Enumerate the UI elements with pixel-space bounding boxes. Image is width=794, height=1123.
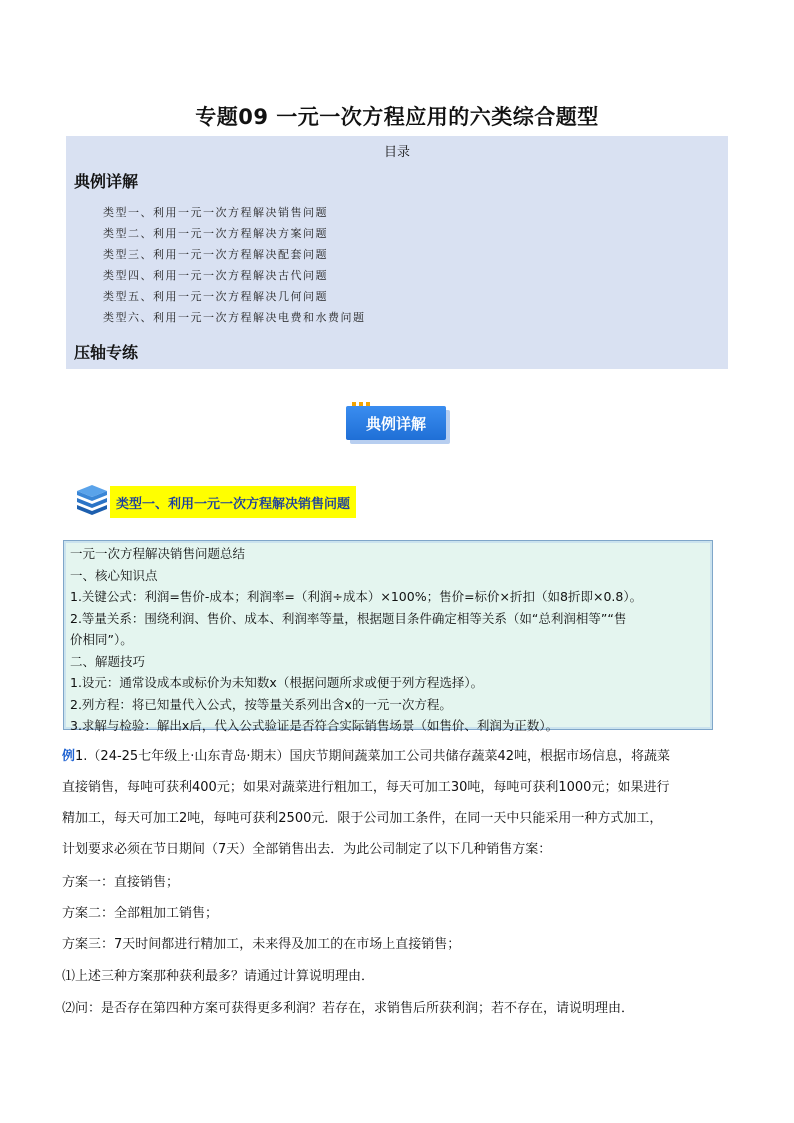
example-line: 方案三：7天时间都进行精加工，未来得及加工的在市场上直接销售； xyxy=(62,937,461,952)
books-icon xyxy=(74,483,110,515)
example-line xyxy=(62,745,742,764)
toc-section-examples[interactable]: 典例详解 xyxy=(74,172,139,191)
summary-line: 一元一次方程解决销售问题总结 xyxy=(70,546,246,561)
section-banner: 典例详解 xyxy=(346,406,446,440)
toc-item[interactable]: 类型二、利用一元一次方程解决方案问题 xyxy=(103,227,328,240)
question-1: ⑴上述三种方案那种获利最多？请通过计算说明理由． xyxy=(62,969,375,984)
toc-item[interactable]: 类型一、利用一元一次方程解决销售问题 xyxy=(103,206,328,219)
toc-item[interactable]: 类型五、利用一元一次方程解决几何问题 xyxy=(103,290,328,303)
example-text: 1.（24-25七年级上·山东青岛·期末）国庆节期间蔬菜加工公司共储存蔬菜42吨，根据市场信息，将蔬菜 xyxy=(75,749,671,764)
type-heading: 类型一、利用一元一次方程解决销售问题 xyxy=(110,486,356,518)
toc-heading: 目录 xyxy=(383,145,410,160)
summary-box xyxy=(63,540,713,733)
summary-line: 3.求解与检验：解出x后，代入公式验证是否符合实际销售场景（如售价、利润为正数）。 xyxy=(70,718,559,733)
summary-line: 2.列方程：将已知量代入公式，按等量关系列出含x的一元一次方程。 xyxy=(70,696,452,712)
summary-line: 2.等量关系：围绕利润、售价、成本、利润率等量，根据题目条件确定相等关系（如“总利润相等”“售 xyxy=(70,610,627,626)
table-of-contents xyxy=(66,136,728,369)
summary-line: 二、解题技巧 xyxy=(70,653,146,669)
example-line: 方案一：直接销售； xyxy=(62,875,180,890)
summary-line: 一、核心知识点 xyxy=(70,567,158,583)
summary-line: 1.关键公式：利润=售价-成本；利润率=（利润÷成本）×100%；售价=标价×折扣（如8折即×0.8）。 xyxy=(70,589,643,604)
question-2: ⑵问：是否存在第四种方案可获得更多利润？若存在，求销售后所获利润；若不存在，请说明理由． xyxy=(62,1001,635,1016)
example-line: 方案二：全部粗加工销售； xyxy=(62,906,219,921)
toc-section-challenge[interactable]: 压轴专练 xyxy=(74,343,139,362)
toc-item[interactable]: 类型四、利用一元一次方程解决古代问题 xyxy=(103,269,328,282)
example-line: 精加工，每天可加工2吨，每吨可获利2500元．限于公司加工条件，在同一天中只能采用一种方式加工， xyxy=(62,811,663,826)
example-line: 计划要求必须在节日期间（7天）全部销售出去．为此公司制定了以下几种销售方案： xyxy=(62,842,552,857)
toc-item[interactable]: 类型三、利用一元一次方程解决配套问题 xyxy=(103,248,328,261)
example-line: 直接销售，每吨可获利400元；如果对蔬菜进行粗加工，每天可加工30吨，每吨可获利1000元；如果进行 xyxy=(62,780,670,795)
summary-line: 1.设元：通常设成本或标价为未知数x（根据问题所求或便于列方程选择）。 xyxy=(70,675,484,690)
example-label: 例 xyxy=(62,749,76,764)
summary-line: 价相同”）。 xyxy=(70,632,133,647)
page-title: 专题09 一元一次方程应用的六类综合题型 xyxy=(195,105,599,129)
toc-item[interactable]: 类型六、利用一元一次方程解决电费和水费问题 xyxy=(103,311,366,324)
